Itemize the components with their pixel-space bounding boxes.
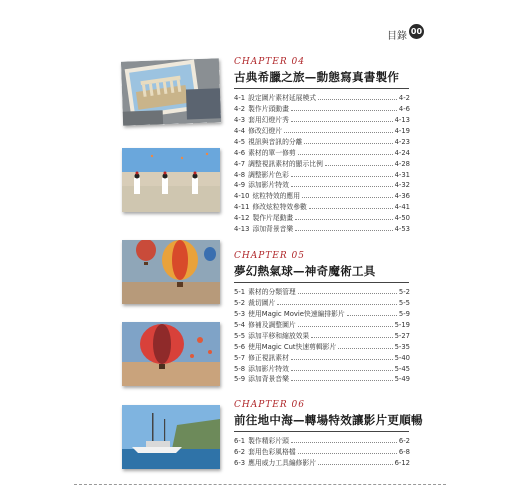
toc-entry[interactable]: 6-2 套用色彩風格檔 6-8 (234, 447, 410, 456)
toc-entry[interactable]: 4-6 素材的單一修剪 4-24 (234, 148, 410, 157)
hot-air-balloon-photo-2 (122, 322, 220, 386)
toc-entry[interactable]: 4-13 添加背景音樂 4-53 (234, 225, 410, 234)
toc-entry[interactable]: 5-6 使用Magic Cut快速剪輯影片 5-35 (234, 342, 410, 351)
toc-entry[interactable]: 5-7 修正視訊素材 5-40 (234, 353, 410, 362)
toc-entry[interactable]: 4-5 視訊與音訊的分離 4-23 (234, 137, 410, 146)
chapter-label: CHAPTER 04 (234, 57, 305, 67)
mediterranean-sailboat-photo (122, 405, 220, 469)
toc-list (234, 286, 410, 384)
chapter-divider (234, 282, 409, 283)
toc-entry[interactable]: 5-1 素材的分類管理 5-2 (234, 287, 410, 296)
chapter-06-section (234, 400, 423, 468)
toc-entry[interactable]: 5-3 使用Magic Movie快速編排影片 5-9 (234, 309, 410, 318)
chapter-title: 前往地中海—轉場特效讓影片更順暢 (234, 413, 423, 427)
toc-entry[interactable]: 4-2 製作片頭動畫 4-6 (234, 104, 410, 113)
chapter-divider (234, 431, 409, 432)
greek-guards-photo (122, 148, 220, 212)
toc-entry[interactable]: 4-12 製作片尾動畫 4-50 (234, 214, 410, 223)
toc-entry[interactable]: 5-2 裁切圖片 5-5 (234, 298, 410, 307)
hot-air-balloon-photo-1 (122, 240, 220, 304)
toc-entry[interactable]: 5-8 添加影片特效 5-45 (234, 364, 410, 373)
page-bottom-divider (74, 484, 446, 485)
toc-list (234, 92, 410, 234)
chapter-divider (234, 88, 409, 89)
chapter-label: CHAPTER 05 (234, 251, 305, 261)
toc-header-title: 目錄 (387, 31, 407, 42)
toc-entry[interactable]: 6-1 製作精彩片頭 6-2 (234, 436, 410, 445)
toc-entry[interactable]: 4-3 套用幻燈片秀 4-13 (234, 115, 410, 124)
chapter-05-section (234, 251, 410, 384)
toc-entry[interactable]: 4-9 添加影片特效 4-32 (234, 181, 410, 190)
toc-list (234, 435, 410, 468)
chapter-04-section (234, 57, 410, 234)
toc-entry[interactable]: 4-10 炫粒特效的應用 4-36 (234, 192, 410, 201)
chapter-label: CHAPTER 06 (234, 400, 305, 410)
toc-entry[interactable]: 4-4 修改幻燈片 4-19 (234, 126, 410, 135)
toc-entry[interactable]: 4-1 設定圖片素材延展模式 4-2 (234, 93, 410, 102)
page-number-badge: 00 (409, 24, 424, 39)
toc-entry[interactable]: 6-3 應用威力工具編修影片 6-12 (234, 458, 410, 467)
toc-entry[interactable]: 4-11 修改炫粒特效參數 4-41 (234, 203, 410, 212)
toc-entry[interactable]: 5-9 添加背景音樂 5-49 (234, 375, 410, 384)
toc-entry[interactable]: 4-8 調整影片色彩 4-31 (234, 170, 410, 179)
toc-entry[interactable]: 4-7 調整視訊素材的顯示比例 4-28 (234, 159, 410, 168)
toc-entry[interactable]: 5-5 添加平移和縮放效果 5-27 (234, 331, 410, 340)
toc-entry[interactable]: 5-4 修補及調整圖片 5-19 (234, 320, 410, 329)
chapter-title: 古典希臘之旅—動態寫真書製作 (234, 70, 400, 84)
chapter-title: 夢幻熱氣球—神奇魔術工具 (234, 264, 376, 278)
greek-temple-photo (121, 58, 221, 125)
